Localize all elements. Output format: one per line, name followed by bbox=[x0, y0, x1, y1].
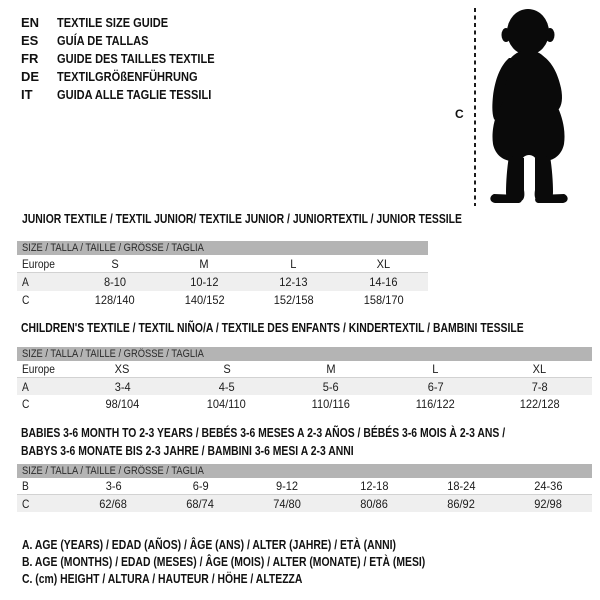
table-cell: XS bbox=[114, 362, 130, 376]
language-label: GUIDA ALLE TAGLIE TESSILI bbox=[57, 86, 212, 102]
table-cell: 122/128 bbox=[519, 396, 560, 411]
table-cell: 4-5 bbox=[218, 379, 235, 394]
row-label: B bbox=[22, 479, 29, 493]
table-cell: 98/104 bbox=[105, 396, 140, 411]
height-measure-dashed-line bbox=[474, 8, 476, 206]
table-cell: 6-9 bbox=[192, 479, 209, 493]
language-code: IT bbox=[21, 86, 33, 102]
language-code: FR bbox=[21, 50, 39, 66]
table-row-c bbox=[17, 291, 428, 309]
row-label: Europe bbox=[22, 256, 55, 271]
table-cell: 104/110 bbox=[207, 396, 247, 411]
table-cell: 158/170 bbox=[363, 293, 404, 307]
footnote-b: B. AGE (MONTHS) / EDAD (MESES) / ÂGE (MOIS) / ALTER (MONATE) / ETÀ (MESI) bbox=[22, 554, 426, 569]
toddler-silhouette-icon bbox=[483, 6, 575, 206]
footnote-c: C. (cm) HEIGHT / ALTURA / HAUTEUR / HÖHE / ALTEZZA bbox=[22, 571, 303, 586]
table-cell: 68/74 bbox=[186, 496, 215, 511]
table-cell: 80/86 bbox=[360, 496, 389, 511]
table-cell: 86/92 bbox=[447, 496, 476, 511]
table-cell: 128/140 bbox=[94, 293, 135, 307]
language-row-es bbox=[21, 31, 242, 49]
table-row-europe bbox=[17, 255, 428, 273]
table-cell: 140/152 bbox=[184, 293, 225, 307]
row-label: C bbox=[22, 293, 30, 307]
table-cell: 62/68 bbox=[99, 496, 128, 511]
row-label: C bbox=[22, 396, 30, 411]
table-cell: 9-12 bbox=[276, 479, 299, 493]
table-cell: 18-24 bbox=[447, 479, 476, 493]
table-cell: 6-7 bbox=[427, 379, 444, 394]
table-row-europe bbox=[17, 361, 592, 378]
row-label: C bbox=[22, 496, 30, 511]
table-cell: 74/80 bbox=[273, 496, 302, 511]
table-cell: 110/116 bbox=[311, 396, 351, 411]
table-cell: 3-4 bbox=[114, 379, 131, 394]
footnote-a: A. AGE (YEARS) / EDAD (AÑOS) / ÂGE (ANS) / ALTER (JAHRE) / ETÀ (ANNI) bbox=[22, 537, 397, 552]
row-label: A bbox=[22, 379, 29, 394]
table-cell: 116/122 bbox=[415, 396, 455, 411]
children-size-table bbox=[17, 347, 592, 412]
size-header-bar: SIZE / TALLA / TAILLE / GRÖSSE / TAGLIA bbox=[17, 241, 428, 255]
size-header-bar: SIZE / TALLA / TAILLE / GRÖSSE / TAGLIA bbox=[17, 464, 592, 478]
table-cell: 12-13 bbox=[279, 275, 308, 289]
table-cell: 92/98 bbox=[534, 496, 563, 511]
row-label: Europe bbox=[22, 362, 55, 376]
table-cell: XL bbox=[376, 256, 391, 271]
table-cell: S bbox=[111, 256, 119, 271]
language-row-de bbox=[21, 67, 242, 85]
table-cell: L bbox=[290, 256, 297, 271]
junior-size-table bbox=[17, 241, 428, 309]
table-row-b bbox=[17, 478, 592, 495]
children-section-title: CHILDREN'S TEXTILE / TEXTIL NIÑO/A / TEXTILE DES ENFANTS / KINDERTEXTIL / BAMBINI TESSILE bbox=[21, 320, 524, 335]
table-row-c bbox=[17, 495, 592, 512]
table-row-a bbox=[17, 378, 592, 395]
table-cell: 12-18 bbox=[360, 479, 389, 493]
table-cell: 10-12 bbox=[190, 275, 219, 289]
language-code: EN bbox=[21, 14, 40, 30]
size-header-bar: SIZE / TALLA / TAILLE / GRÖSSE / TAGLIA bbox=[17, 347, 592, 361]
table-cell: 7-8 bbox=[531, 379, 548, 394]
language-label: TEXTILE SIZE GUIDE bbox=[57, 14, 169, 30]
table-row-c bbox=[17, 395, 592, 412]
table-cell: S bbox=[222, 362, 231, 376]
row-label: A bbox=[22, 275, 29, 289]
language-code: DE bbox=[21, 68, 40, 84]
table-cell: 8-10 bbox=[103, 275, 126, 289]
language-code: ES bbox=[21, 32, 39, 48]
table-cell: 152/158 bbox=[273, 293, 314, 307]
table-row-a bbox=[17, 273, 428, 291]
language-label: GUÍA DE TALLAS bbox=[57, 32, 149, 48]
language-row-en bbox=[21, 13, 242, 31]
language-row-fr bbox=[21, 49, 242, 67]
language-label: GUIDE DES TAILLES TEXTILE bbox=[57, 50, 215, 66]
table-cell: 5-6 bbox=[323, 379, 339, 394]
babies-size-table bbox=[17, 464, 592, 512]
language-label: TEXTILGRÖßENFÜHRUNG bbox=[57, 68, 198, 84]
height-measure-label: C bbox=[455, 107, 464, 121]
table-cell: 14-16 bbox=[369, 275, 398, 289]
language-row-it bbox=[21, 85, 242, 103]
table-cell: XL bbox=[533, 362, 547, 376]
table-cell: 3-6 bbox=[105, 479, 122, 493]
junior-section-title: JUNIOR TEXTILE / TEXTIL JUNIOR/ TEXTILE JUNIOR / JUNIORTEXTIL / JUNIOR TESSILE bbox=[22, 211, 462, 226]
table-cell: 24-36 bbox=[534, 479, 563, 493]
table-cell: M bbox=[326, 362, 336, 376]
table-cell: L bbox=[432, 362, 439, 376]
language-list bbox=[21, 13, 242, 103]
babies-section-title: BABIES 3-6 MONTH TO 2-3 YEARS / BEBÉS 3-6 MESES A 2-3 AÑOS / BÉBÉS 3-6 MOIS À 2-3 ANS / BABYS 3-6 MONATE BIS 2-3 JAHRE / BAMBINI 3-6 MESI A 2-3 ANNI bbox=[21, 425, 506, 458]
table-cell: M bbox=[199, 256, 209, 271]
